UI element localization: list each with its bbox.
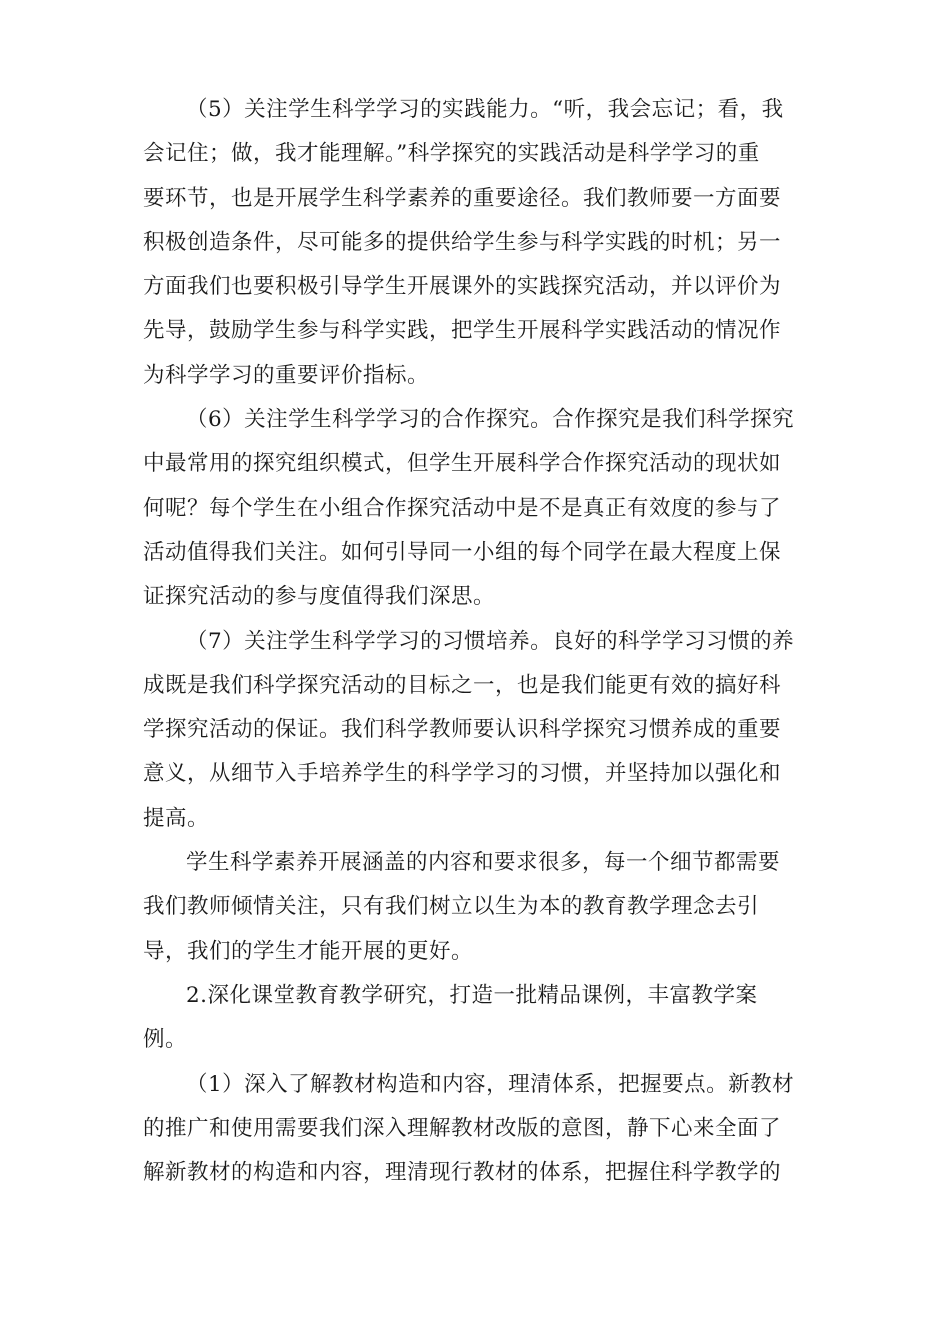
text-line: 中最常用的探究组织模式，但学生开展科学合作探究活动的现状如 bbox=[143, 451, 782, 477]
section-heading-2 bbox=[143, 974, 808, 1063]
paragraph-7 bbox=[143, 620, 808, 841]
text-line: （1）深入了解教材构造和内容，理清体系，把握要点。新教材 bbox=[186, 1071, 795, 1097]
text-line: 成既是我们科学探究活动的目标之一，也是我们能更有效的搞好科 bbox=[143, 672, 782, 698]
paragraph-2-1 bbox=[143, 1063, 808, 1196]
text-line: 导，我们的学生才能开展的更好。 bbox=[143, 938, 474, 964]
document-body bbox=[143, 88, 808, 1195]
text-line: 意义，从细节入手培养学生的科学学习的习惯，并坚持加以强化和 bbox=[143, 761, 782, 787]
text-line: 的推广和使用需要我们深入理解教材改版的意图，静下心来全面了 bbox=[143, 1115, 782, 1141]
text-line: 例。 bbox=[143, 1027, 188, 1053]
text-line: 先导，鼓励学生参与科学实践，把学生开展科学实践活动的情况作 bbox=[143, 318, 782, 344]
text-line: 提高。 bbox=[143, 805, 210, 831]
paragraph-6 bbox=[143, 398, 808, 619]
text-line: 积极创造条件，尽可能多的提供给学生参与科学实践的时机；另一 bbox=[143, 229, 782, 255]
text-line: 我们教师倾情关注，只有我们树立以生为本的教育教学理念去引 bbox=[143, 894, 760, 920]
text-line: 为科学学习的重要评价指标。 bbox=[143, 362, 430, 388]
text-line: （7）关注学生科学学习的习惯培养。良好的科学学习习惯的养 bbox=[186, 628, 795, 654]
text-line: 方面我们也要积极引导学生开展课外的实践探究活动，并以评价为 bbox=[143, 274, 782, 300]
text-line: 会记住；做，我才能理解。”科学探究的实践活动是科学学习的重 bbox=[143, 141, 760, 167]
text-line: 学生科学素养开展涵盖的内容和要求很多，每一个细节都需要 bbox=[186, 850, 781, 876]
text-line: 解新教材的构造和内容，理清现行教材的体系，把握住科学教学的 bbox=[143, 1160, 782, 1186]
text-line: （5）关注学生科学学习的实践能力。“听，我会忘记；看，我 bbox=[186, 97, 784, 122]
text-line: 活动值得我们关注。如何引导同一小组的每个同学在最大程度上保 bbox=[143, 539, 782, 565]
text-line: 要环节，也是开展学生科学素养的重要途径。我们教师要一方面要 bbox=[143, 185, 782, 211]
text-line: 何呢？每个学生在小组合作探究活动中是不是真正有效度的参与了 bbox=[143, 495, 782, 521]
paragraph-5 bbox=[143, 88, 808, 398]
text-line: （6）关注学生科学学习的合作探究。合作探究是我们科学探究 bbox=[186, 407, 795, 433]
text-line: 2.深化课堂教育教学研究，打造一批精品课例，丰富教学案 bbox=[186, 982, 758, 1008]
paragraph-summary bbox=[143, 841, 808, 974]
text-line: 证探究活动的参与度值得我们深思。 bbox=[143, 584, 496, 610]
text-line: 学探究活动的保证。我们科学教师要认识科学探究习惯养成的重要 bbox=[143, 717, 782, 743]
